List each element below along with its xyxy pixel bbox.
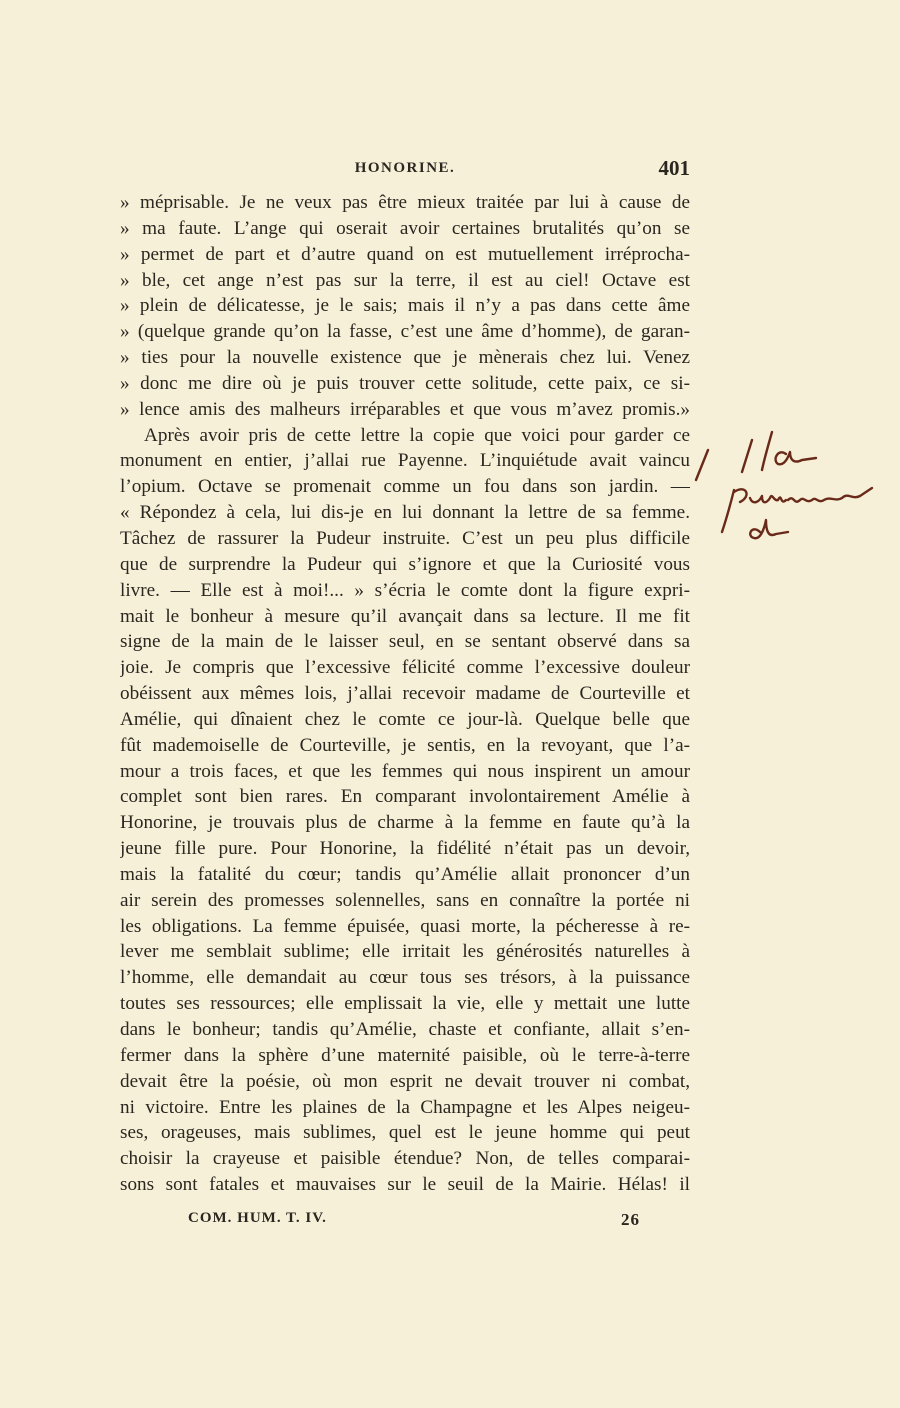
text-line: Amélie, qui dînaient chez le comte ce jour-là. Quelque belle que bbox=[120, 708, 690, 730]
text-line: fût mademoiselle de Courteville, je sentis, en la revoyant, que l’a- bbox=[120, 734, 690, 756]
text-line: mais la fatalité du cœur; tandis qu’Amélie allait prononcer d’un bbox=[120, 863, 690, 885]
text-line: sons sont fatales et mauvaises sur le seuil de la Mairie. Hélas! il bbox=[120, 1174, 690, 1196]
text-line: livre. — Elle est à moi!... » s’écria le comte dont la figure expri- bbox=[120, 579, 690, 601]
text-line: joie. Je compris que l’excessive félicité comme l’excessive douleur bbox=[120, 657, 690, 679]
page-footer bbox=[180, 1210, 640, 1234]
text-line: » méprisable. Je ne veux pas être mieux traitée par lui à cause de bbox=[120, 192, 690, 213]
body-text bbox=[120, 190, 690, 1198]
text-line: mour a trois faces, et que les femmes qui nous inspirent un amour bbox=[120, 760, 690, 782]
text-line: » lence amis des malheurs irréparables et que vous m’avez promis.» bbox=[120, 398, 690, 420]
text-line: devait être la poésie, où mon esprit ne devait trouver ni combat, bbox=[120, 1070, 690, 1092]
text-line: toutes ses ressources; elle emplissait la vie, elle y mettait une lutte bbox=[120, 993, 690, 1015]
signature-mark: COM. HUM. T. IV. bbox=[188, 1210, 327, 1226]
text-line: que de surprendre la Pudeur qui s’ignore et que la Curiosité vous bbox=[120, 553, 690, 575]
text-line: air serein des promesses solennelles, sans en connaître la portée ni bbox=[120, 889, 690, 911]
handwritten-annotation-drawing bbox=[690, 420, 880, 550]
text-line: les obligations. La femme épuisée, quasi morte, la pécheresse à re- bbox=[120, 915, 690, 937]
text-line: » ties pour la nouvelle existence que je mènerais chez lui. Venez bbox=[120, 347, 690, 369]
text-line: ses, orageuses, mais sublimes, quel est le jeune homme qui peut bbox=[120, 1122, 690, 1144]
text-line: ni victoire. Entre les plaines de la Champagne et les Alpes neigeu- bbox=[120, 1096, 690, 1118]
text-line: choisir la crayeuse et paisible étendue? Non, de telles comparai- bbox=[120, 1148, 690, 1170]
text-line: » donc me dire où je puis trouver cette solitude, cette paix, ce si- bbox=[120, 372, 690, 394]
text-line: lever me semblait sublime; elle irritait les générosités naturelles à bbox=[120, 941, 690, 963]
text-line: l’opium. Octave se promenait comme un fou dans son jardin. — bbox=[120, 476, 690, 498]
text-line: » plein de délicatesse, je le sais; mais il n’y a pas dans cette âme bbox=[120, 295, 690, 317]
text-line: » ma faute. L’ange qui oserait avoir certaines brutalités qu’on se bbox=[120, 217, 690, 239]
text-line: » (quelque grande qu’on la fasse, c’est une âme d’homme), de garan- bbox=[120, 321, 690, 343]
text-line: « Répondez à cela, lui dis-je en lui donnant la lettre de sa femme. bbox=[120, 502, 690, 524]
text-line: Honorine, je trouvais plus de charme à la femme en faute qu’à la bbox=[120, 812, 690, 834]
text-line: Tâchez de rassurer la Pudeur instruite. C’est un peu plus difficile bbox=[120, 527, 690, 549]
page-number: 401 bbox=[658, 156, 690, 180]
text-line: dans le bonheur; tandis qu’Amélie, chaste et confiante, allait s’en- bbox=[120, 1019, 690, 1040]
text-line: monument en entier, j’allai rue Payenne. L’inquiétude avait vaincu bbox=[120, 450, 690, 472]
text-line: Après avoir pris de cette lettre la copie que voici pour garder ce bbox=[144, 424, 690, 446]
text-line: l’homme, elle demandait au cœur tous ses trésors, à la puissance bbox=[120, 967, 690, 989]
text-line: complet sont bien rares. En comparant involontairement Amélie à bbox=[120, 786, 690, 808]
text-line: mait le bonheur à mesure qu’il avançait dans sa lecture. Il me fit bbox=[120, 605, 690, 627]
text-line: » permet de part et d’autre quand on est mutuellement irréprocha- bbox=[120, 243, 690, 265]
text-line: signe de la main de le laisser seul, en se sentant observé dans sa bbox=[120, 631, 690, 653]
text-line: obéissent aux mêmes lois, j’allai recevoir madame de Courteville et bbox=[120, 683, 690, 705]
page-header bbox=[120, 156, 690, 184]
text-line: jeune fille pure. Pour Honorine, la fidélité n’était pas un devoir, bbox=[120, 838, 690, 860]
text-line: » ble, cet ange n’est pas sur la terre, il est au ciel! Octave est bbox=[120, 269, 690, 291]
sheet-number: 26 bbox=[621, 1210, 640, 1229]
handwritten-annotation bbox=[690, 420, 880, 550]
running-title: HONORINE. bbox=[354, 160, 456, 176]
text-line: fermer dans la sphère d’une maternité paisible, où le terre-à-terre bbox=[120, 1044, 690, 1066]
